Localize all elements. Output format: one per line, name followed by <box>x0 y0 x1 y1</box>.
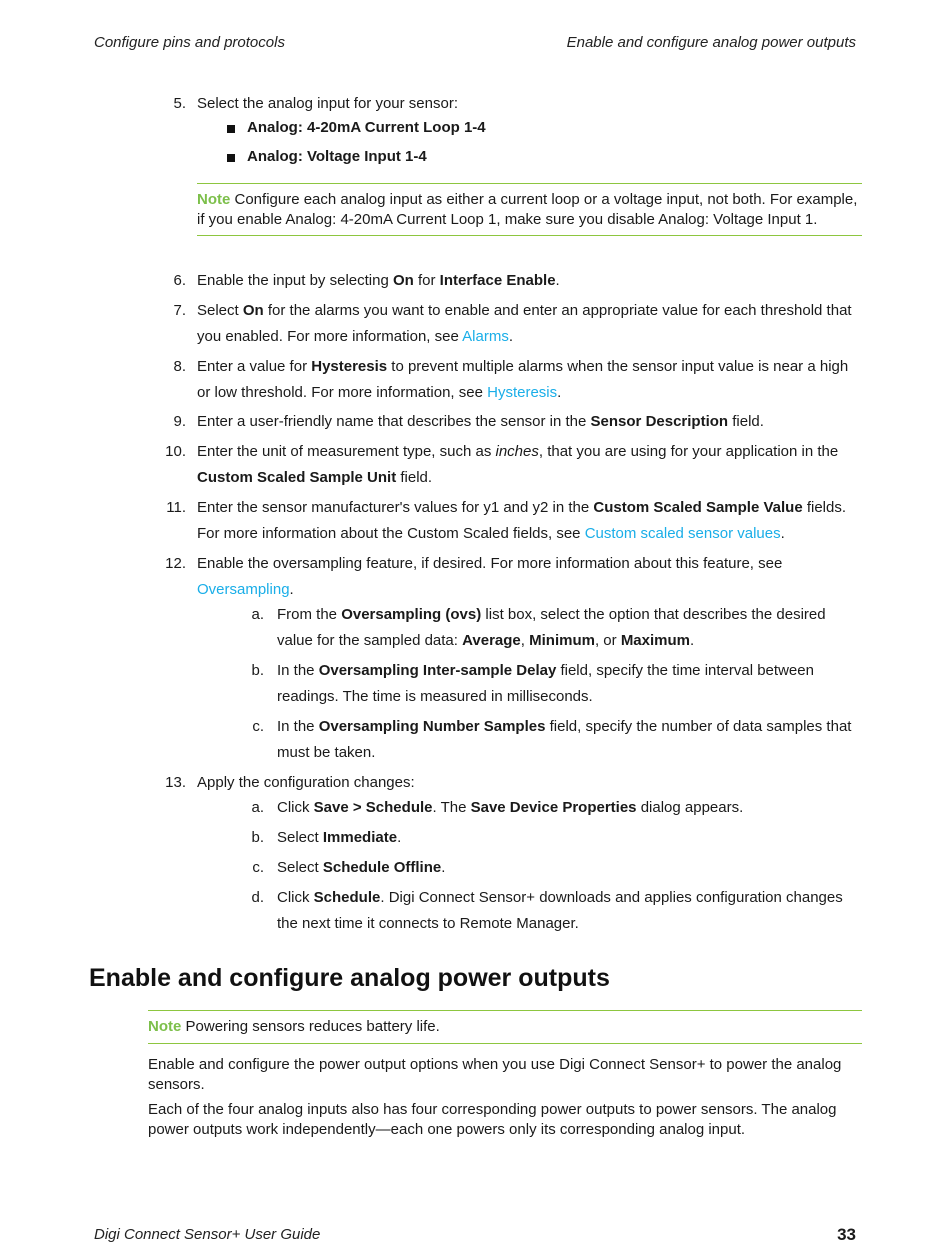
step-text: Enter a value for Hysteresis to prevent multiple alarms when the sensor input value is near a high or low threshold. For more information, see Hysteresis. <box>197 358 849 401</box>
sub-letter: b. <box>251 662 264 679</box>
sub-text: In the Oversampling Number Samples field, specify the number of data samples that must be taken. <box>277 718 852 761</box>
sub-letter: b. <box>251 829 264 846</box>
step-text: Apply the configuration changes: <box>197 774 415 791</box>
running-header-right: Enable and configure analog power outputs <box>566 34 856 51</box>
note-text: Configure each analog input as either a current loop or a voltage input, not both. For example, if you enable Analog: 4-20mA Current Loop 1, make sure you disable Analog: Voltage Input 1. <box>197 191 858 228</box>
page-number: 33 <box>837 1225 856 1244</box>
sub-text: In the Oversampling Inter-sample Delay field, specify the time interval between readings. The time is measured in milliseconds. <box>277 662 814 705</box>
step-text: Enter a user-friendly name that describes the sensor in the Sensor Description field. <box>197 413 764 430</box>
custom-scaled-sensor-values-link[interactable]: Custom scaled sensor values <box>584 525 781 542</box>
section-heading: Enable and configure analog power outputs <box>89 964 610 992</box>
step-text: Enable the oversampling feature, if desired. For more information about this feature, see Oversampling. <box>197 555 783 598</box>
bullet-text: Analog: 4-20mA Current Loop 1-4 <box>247 119 486 136</box>
sub-text: Click Save > Schedule. The Save Device Properties dialog appears. <box>277 799 744 816</box>
alarms-link[interactable]: Alarms <box>462 328 509 345</box>
step-number: 13. <box>165 774 186 791</box>
step-text: Enter the unit of measurement type, such as inches, that you are using for your application in the Custom Scaled Sample Unit field. <box>197 443 839 486</box>
step-text: Enable the input by selecting On for Interface Enable. <box>197 272 560 289</box>
note-label: Note <box>148 1018 182 1035</box>
paragraph: Enable and configure the power output options when you use Digi Connect Sensor+ to power the analog sensors. <box>148 1056 842 1093</box>
step-number: 12. <box>165 555 186 572</box>
sub-letter: a. <box>251 606 264 623</box>
running-header-left: Configure pins and protocols <box>94 34 285 51</box>
sub-letter: c. <box>252 718 264 735</box>
square-bullet-icon <box>227 125 235 133</box>
step-number: 8. <box>173 358 186 375</box>
note-text: Powering sensors reduces battery life. <box>181 1018 440 1035</box>
step-number: 9. <box>173 413 186 430</box>
step-number: 10. <box>165 443 186 460</box>
bullet-text: Analog: Voltage Input 1-4 <box>247 148 427 165</box>
sub-letter: c. <box>252 859 264 876</box>
note-box <box>197 183 862 236</box>
sub-text: Select Immediate. <box>277 829 402 846</box>
sub-letter: a. <box>251 799 264 816</box>
paragraph: Each of the four analog inputs also has four corresponding power outputs to power sensors. The analog power outputs work independently—each one powers only its corresponding analog input. <box>148 1101 837 1138</box>
step-number: 6. <box>173 272 186 289</box>
sub-text: Select Schedule Offline. <box>277 859 446 876</box>
square-bullet-icon <box>227 154 235 162</box>
note-label: Note <box>197 191 231 208</box>
footer-title: Digi Connect Sensor+ User Guide <box>94 1226 321 1243</box>
step-number: 5. <box>173 95 186 112</box>
step-text: Select On for the alarms you want to enable and enter an appropriate value for each threshold that you enabled. For more information, see Alarms. <box>197 302 852 345</box>
sub-letter: d. <box>251 889 264 906</box>
sub-text: From the Oversampling (ovs) list box, select the option that describes the desired value for the sampled data: Average, Minimum, or Maximum. <box>277 606 826 649</box>
sub-text: Click Schedule. Digi Connect Sensor+ downloads and applies configuration changes the next time it connects to Remote Manager. <box>277 889 843 932</box>
step-number: 7. <box>173 302 186 319</box>
step-text: Select the analog input for your sensor: <box>197 95 458 112</box>
oversampling-link[interactable]: Oversampling <box>197 581 290 598</box>
hysteresis-link[interactable]: Hysteresis <box>487 384 558 401</box>
step-text: Enter the sensor manufacturer's values for y1 and y2 in the Custom Scaled Sample Value fields. For more information about the Custom Scaled fields, see Custom scaled sensor values. <box>197 499 847 542</box>
step-number: 11. <box>166 499 186 516</box>
note-box <box>148 1010 862 1044</box>
